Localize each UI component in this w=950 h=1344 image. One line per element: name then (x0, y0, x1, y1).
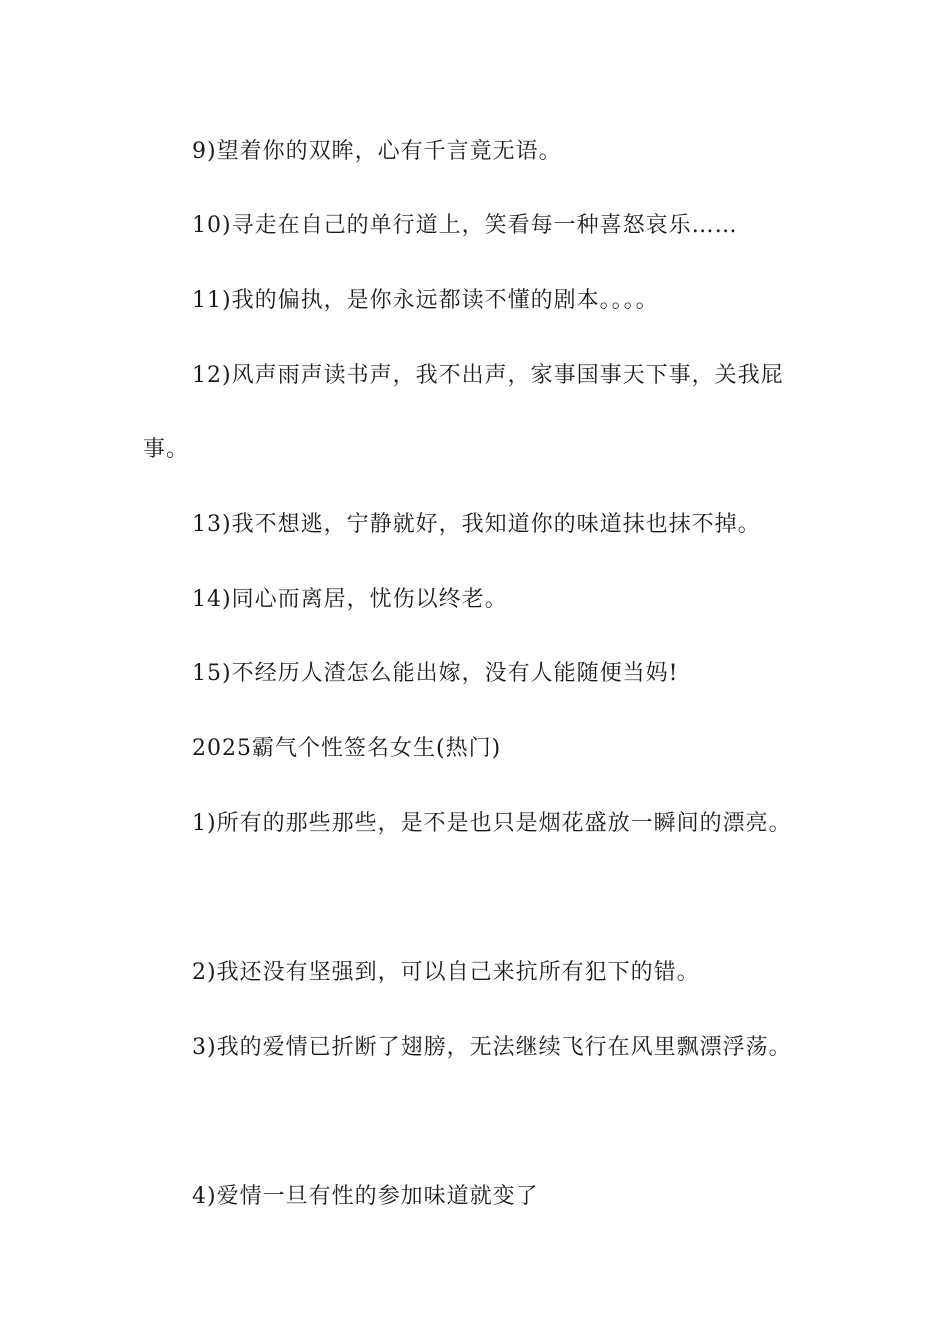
text-line-14: 14)同心而离居，忧伤以终老。 (192, 587, 508, 612)
text-line-1: 1)所有的那些那些，是不是也只是烟花盛放一瞬间的漂亮。 (192, 811, 792, 836)
text-line-11: 11)我的偏执，是你永远都读不懂的剧本。。。。 (192, 288, 659, 313)
text-line-12: 12)风声雨声读书声，我不出声，家事国事天下事，关我屁 (192, 363, 784, 388)
text-line-2: 2)我还没有坚强到，可以自己来抗所有犯下的错。 (192, 960, 700, 985)
section-heading: 2025霸气个性签名女生(热门) (192, 736, 502, 761)
text-line-3: 3)我的爱情已折断了翅膀，无法继续飞行在风里飘漂浮荡。 (192, 1035, 792, 1060)
text-line-15: 15)不经历人渣怎么能出嫁，没有人能随便当妈! (192, 661, 679, 686)
text-line-4: 4)爱情一旦有性的参加味道就变了 (192, 1184, 539, 1209)
text-line-10: 10)寻走在自己的单行道上，笑看每一种喜怒哀乐…… (192, 213, 738, 238)
text-line-9: 9)望着你的双眸，心有千言竟无语。 (192, 139, 562, 164)
text-line-13: 13)我不想逃，宁静就好，我知道你的味道抹也抹不掉。 (192, 512, 761, 537)
text-line-12-continued: 事。 (143, 437, 190, 462)
